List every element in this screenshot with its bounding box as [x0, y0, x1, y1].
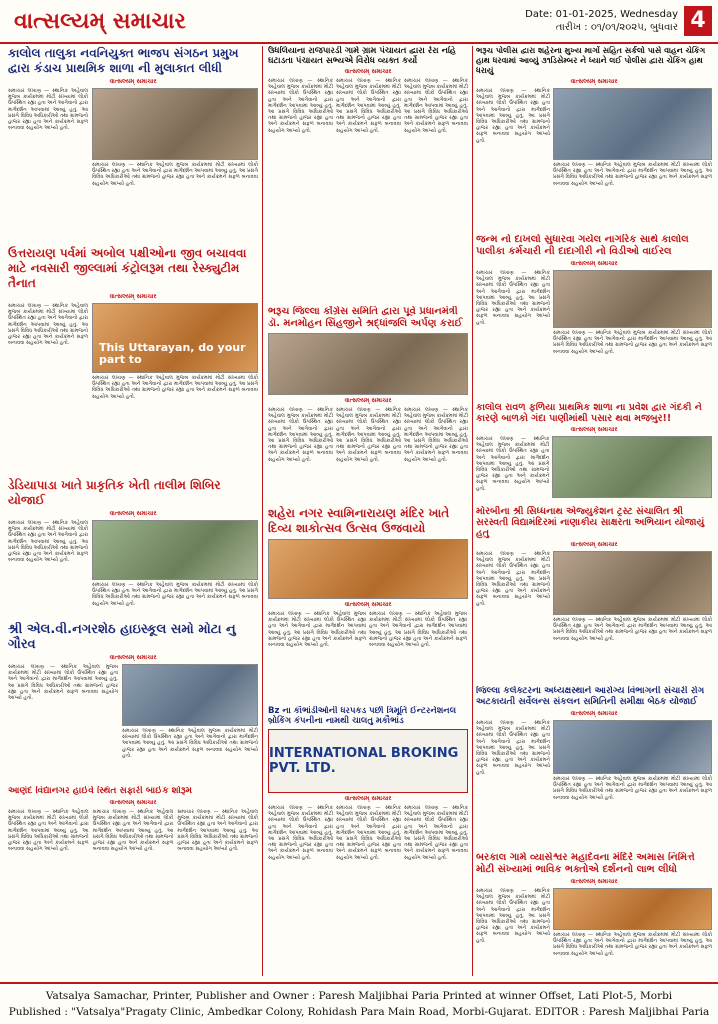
issue-date-english: Date: 01-01-2025, Wednesday — [525, 9, 678, 20]
article-body: સમાચાર લખાણ — સ્થાનિક અહેવાલ મુજબ કાર્યક્રમમાં મોટી સંખ્યામાં લોકો ઉપસ્થિત રહ્યા હતા અને આગેવાનો દ્વારા માર્ગદર્શન આપવામાં આવ્યું હતું. આ પ્રસંગે વિવિધ અધિકારીઓ તથા ગ્રામજનો હાજર રહ્યા હતા અને કાર્યક્રમને સફળ બનાવવા સહયોગ આપ્યો હતો. — [8, 664, 118, 702]
article-body: સમાચાર લખાણ — સ્થાનિક અહેવાલ મુજબ કાર્યક્રમમાં મોટી સંખ્યામાં લોકો ઉપસ્થિત રહ્યા હતા અને આગેવાનો દ્વારા માર્ગદર્શન આપવામાં આવ્યું હતું. આ પ્રસંગે વિવિધ અધિકારીઓ તથા ગ્રામજનો હાજર રહ્યા હતા અને કાર્યક્રમને સફળ બનાવવા સહયોગ આપ્યો હતો. — [553, 162, 712, 187]
article-body: સમાચાર લખાણ — સ્થાનિક અહેવાલ મુજબ કાર્યક્રમમાં મોટી સંખ્યામાં લોકો ઉપસ્થિત રહ્યા હતા અને આગેવાનો દ્વારા માર્ગદર્શન આપવામાં આવ્યું હતું. આ પ્રસંગે વિવિધ અધિકારીઓ તથા ગ્રામજનો હાજર રહ્યા હતા અને કાર્યક્રમને સફળ બનાવવા સહયોગ આપ્યો હતો. — [92, 809, 174, 853]
article-byline: વાત્સલ્યમ્ સમાચાર — [344, 601, 392, 608]
article-body: સમાચાર લખાણ — સ્થાનિક અહેવાલ મુજબ કાર્યક્રમમાં મોટી સંખ્યામાં લોકો ઉપસ્થિત રહ્યા હતા અને આગેવાનો દ્વારા માર્ગદર્શન આપવામાં આવ્યું હતું. આ પ્રસંગે વિવિધ અધિકારીઓ તથા ગ્રામજનો હાજર રહ્યા હતા અને કાર્યક્રમને સફળ બનાવવા સહયોગ આપ્યો હતો. — [476, 88, 550, 144]
article-byline: વાત્સલ્યમ્ સમાચાર — [344, 397, 392, 404]
article-byline: વાત્સલ્યમ્ સમાચાર — [109, 78, 157, 85]
article-photo — [92, 88, 258, 160]
article-body: સમાચાર લખાણ — સ્થાનિક અહેવાલ મુજબ કાર્યક્રમમાં મોટી સંખ્યામાં લોકો ઉપસ્થિત રહ્યા હતા અને આગેવાનો દ્વારા માર્ગદર્શન આપવામાં આવ્યું હતું. આ પ્રસંગે વિવિધ અધિકારીઓ તથા ગ્રામજનો હાજર રહ્યા હતા અને કાર્યક્રમને સફળ બનાવવા સહયોગ આપ્યો હતો. — [476, 436, 550, 492]
article-byline: વાત્સલ્યમ્ સમાચાર — [570, 78, 618, 85]
article-headline: ઉધલિયાના રાજપારડી ગામે ગ્રામ પંચાયત દ્વારા રેરા નહિ ઘટાડતા પંચાયત સભ્યએ વિરોધ વ્યક્ત કર્યો — [268, 46, 456, 66]
article-byline: વાત્સલ્યમ્ સમાચાર — [109, 799, 157, 806]
article-barkal-mahadev-temple — [476, 852, 712, 978]
article-body: સમાચાર લખાણ — સ્થાનિક અહેવાલ મુજબ કાર્યક્રમમાં મોટી સંખ્યામાં લોકો ઉપસ્થિત રહ્યા હતા અને આગેવાનો દ્વારા માર્ગદર્શન આપવામાં આવ્યું હતું. આ પ્રસંગે વિવિધ અધિકારીઓ તથા ગ્રામજનો હાજર રહ્યા હતા અને કાર્યક્રમને સફળ બનાવવા સહયોગ આપ્યો હતો. — [336, 407, 401, 463]
article-body: સમાચાર લખાણ — સ્થાનિક અહેવાલ મુજબ કાર્યક્રમમાં મોટી સંખ્યામાં લોકો ઉપસ્થિત રહ્યા હતા અને આગેવાનો દ્વારા માર્ગદર્શન આપવામાં આવ્યું હતું. આ પ્રસંગે વિવિધ અધિકારીઓ તથા ગ્રામજનો હાજર રહ્યા હતા અને કાર્યક્રમને સફળ બનાવવા સહયોગ આપ્યો હતો. — [92, 582, 258, 607]
article-body: સમાચાર લખાણ — સ્થાનિક અહેવાલ મુજબ કાર્યક્રમમાં મોટી સંખ્યામાં લોકો ઉપસ્થિત રહ્યા હતા અને આગેવાનો દ્વારા માર્ગદર્શન આપવામાં આવ્યું હતું. આ પ્રસંગે વિવિધ અધિકારીઓ તથા ગ્રામજનો હાજર રહ્યા હતા અને કાર્યક્રમને સફળ બનાવવા સહયોગ આપ્યો હતો. — [404, 407, 468, 463]
issue-date — [525, 8, 678, 34]
article-byline: વાત્સલ્યમ્ સમાચાર — [570, 426, 618, 433]
article-headline: ડેડિયાપાડા ખાતે પ્રાકૃતિક ખેતી તાલીમ શિબિર યોજાઈ — [8, 478, 221, 507]
footer-line-publisher: Published : "Vatsalya"Pragaty Clinic, Ambedkar Colony, Rohidash Para Main Road, Morbi-Gujarat. EDITOR : Paresh Maljibhai Paria — [8, 1006, 710, 1018]
column-rule-2 — [472, 46, 473, 976]
article-photo — [553, 720, 712, 774]
article-body: સમાચાર લખાણ — સ્થાનિક અહેવાલ મુજબ કાર્યક્રમમાં મોટી સંખ્યામાં લોકો ઉપસ્થિત રહ્યા હતા અને આગેવાનો દ્વારા માર્ગદર્શન આપવામાં આવ્યું હતું. આ પ્રસંગે વિવિધ અધિકારીઓ તથા ગ્રામજનો હાજર રહ્યા હતા અને કાર્યક્રમને સફળ બનાવવા સહયોગ આપ્યો હતો. — [8, 809, 89, 853]
article-photo — [92, 520, 258, 580]
article-photo — [552, 436, 712, 498]
broking-company-sign — [268, 729, 468, 793]
article-dediyapada-farming — [8, 478, 258, 618]
article-shahera-shakotsav — [268, 506, 468, 702]
article-headline: જન્મ નો દાખલો સુધારવા ગયેલ નાગરિક સાથે કાલોલ પાલીકા કર્મચારી ની દાદાગીરી નો વિડીઓ વાઈરલ — [476, 234, 689, 257]
article-body: સમાચાર લખાણ — સ્થાનિક અહેવાલ મુજબ કાર્યક્રમમાં મોટી સંખ્યામાં લોકો ઉપસ્થિત રહ્યા હતા અને આગેવાનો દ્વારા માર્ગદર્શન આપવામાં આવ્યું હતું. આ પ્રસંગે વિવિધ અધિકારીઓ તથા ગ્રામજનો હાજર રહ્યા હતા અને કાર્યક્રમને સફળ બનાવવા સહયોગ આપ્યો હતો. — [553, 932, 712, 957]
article-headline: ભરૂચ પોલીસ દ્વારા શહેરના મુખ્ય માર્ગો સહિત સર્કલો પાસે વાહન ચેકિંગ હાથ ધરવામાં આવ્યું ૩૧ડિસેમ્બર ને ધ્યાને લઈ પોલીસ દ્વારા ચેકિંગ હાથ ધરાયું — [476, 46, 706, 75]
article-body: સમાચાર લખાણ — સ્થાનિક અહેવાલ મુજબ કાર્યક્રમમાં મોટી સંખ્યામાં લોકો ઉપસ્થિત રહ્યા હતા અને આગેવાનો દ્વારા માર્ગદર્શન આપવામાં આવ્યું હતું. આ પ્રસંગે વિવિધ અધિકારીઓ તથા ગ્રામજનો હાજર રહ્યા હતા અને કાર્યક્રમને સફળ બનાવવા સહયોગ આપ્યો હતો. — [8, 520, 88, 564]
article-body: સમાચાર લખાણ — સ્થાનિક અહેવાલ મુજબ કાર્યક્રમમાં મોટી સંખ્યામાં લોકો ઉપસ્થિત રહ્યા હતા અને આગેવાનો દ્વારા માર્ગદર્શન આપવામાં આવ્યું હતું. આ પ્રસંગે વિવિધ અધિકારીઓ તથા ગ્રામજનો હાજર રહ્યા હતા અને કાર્યક્રમને સફળ બનાવવા સહયોગ આપ્યો હતો. — [553, 617, 712, 642]
article-byline: વાત્સલ્યમ્ સમાચાર — [570, 710, 618, 717]
article-anand-bike-showroom — [8, 786, 258, 978]
article-headline: બરકાલ ગામે વ્યાસેશ્વર મહાદેવના મંદિરે અમાસ નિમિત્તે મોટી સંખ્યામાં ભાવિક ભક્તોએ દર્શનનો લાભ લીધો — [476, 852, 695, 875]
article-body: સમાચાર લખાણ — સ્થાનિક અહેવાલ મુજબ કાર્યક્રમમાં મોટી સંખ્યામાં લોકો ઉપસ્થિત રહ્યા હતા અને આગેવાનો દ્વારા માર્ગદર્શન આપવામાં આવ્યું હતું. આ પ્રસંગે વિવિધ અધિકારીઓ તથા ગ્રામજનો હાજર રહ્યા હતા અને કાર્યક્રમને સફળ બનાવવા સહયોગ આપ્યો હતો. — [92, 375, 258, 400]
article-body: સમાચાર લખાણ — સ્થાનિક અહેવાલ મુજબ કાર્યક્રમમાં મોટી સંખ્યામાં લોકો ઉપસ્થિત રહ્યા હતા અને આગેવાનો દ્વારા માર્ગદર્શન આપવામાં આવ્યું હતું. આ પ્રસંગે વિવિધ અધિકારીઓ તથા ગ્રામજનો હાજર રહ્યા હતા અને કાર્યક્રમને સફળ બનાવવા સહયોગ આપ્યો હતો. — [369, 611, 467, 649]
masthead — [0, 0, 718, 44]
article-body: સમાચાર લખાણ — સ્થાનિક અહેવાલ મુજબ કાર્યક્રમમાં મોટી સંખ્યામાં લોકો ઉપસ્થિત રહ્યા હતા અને આગેવાનો દ્વારા માર્ગદર્શન આપવામાં આવ્યું હતું. આ પ્રસંગે વિવિધ અધિકારીઓ તથા ગ્રામજનો હાજર રહ્યા હતા અને કાર્યક્રમને સફળ બનાવવા સહયોગ આપ્યો હતો. — [336, 78, 401, 134]
article-kalol-birth-certificate — [476, 234, 712, 400]
article-photo — [553, 551, 712, 615]
article-nagarsheth-school — [8, 622, 258, 782]
article-byline: વાત્સલ્યમ્ સમાચાર — [344, 795, 392, 802]
article-saraswati-financial-literacy — [476, 506, 712, 682]
article-headline: મોરબીના શ્રી સિધ્ધનાથ એજ્યુકેશન ટ્રસ્ટ સંચાલિત શ્રી સરસ્વતી વિદ્યામંદિરમાં નાણાકીય સાક્ષરતા અભિયાન યોજાયું હતુ — [476, 506, 705, 539]
article-body: સમાચાર લખાણ — સ્થાનિક અહેવાલ મુજબ કાર્યક્રમમાં મોટી સંખ્યામાં લોકો ઉપસ્થિત રહ્યા હતા અને આગેવાનો દ્વારા માર્ગદર્શન આપવામાં આવ્યું હતું. આ પ્રસંગે વિવિધ અધિકારીઓ તથા ગ્રામજનો હાજર રહ્યા હતા અને કાર્યક્રમને સફળ બનાવવા સહયોગ આપ્યો હતો. — [404, 805, 468, 861]
article-body: સમાચાર લખાણ — સ્થાનિક અહેવાલ મુજબ કાર્યક્રમમાં મોટી સંખ્યામાં લોકો ઉપસ્થિત રહ્યા હતા અને આગેવાનો દ્વારા માર્ગદર્શન આપવામાં આવ્યું હતું. આ પ્રસંગે વિવિધ અધિકારીઓ તથા ગ્રામજનો હાજર રહ્યા હતા અને કાર્યક્રમને સફળ બનાવવા સહયોગ આપ્યો હતો. — [122, 728, 258, 759]
newspaper-title: વાત્સલ્યમ્ સમાચાર — [14, 8, 186, 34]
article-kalol-school-visit — [8, 46, 258, 244]
article-body: સમાચાર લખાણ — સ્થાનિક અહેવાલ મુજબ કાર્યક્રમમાં મોટી સંખ્યામાં લોકો ઉપસ્થિત રહ્યા હતા અને આગેવાનો દ્વારા માર્ગદર્શન આપવામાં આવ્યું હતું. આ પ્રસંગે વિવિધ અધિકારીઓ તથા ગ્રામજનો હાજર રહ્યા હતા અને કાર્યક્રમને સફળ બનાવવા સહયોગ આપ્યો હતો. — [404, 78, 468, 134]
article-body: સમાચાર લખાણ — સ્થાનિક અહેવાલ મુજબ કાર્યક્રમમાં મોટી સંખ્યામાં લોકો ઉપસ્થિત રહ્યા હતા અને આગેવાનો દ્વારા માર્ગદર્શન આપવામાં આવ્યું હતું. આ પ્રસંગે વિવિધ અધિકારીઓ તથા ગ્રામજનો હાજર રહ્યા હતા અને કાર્યક્રમને સફળ બનાવવા સહયોગ આપ્યો હતો. — [476, 720, 550, 776]
article-kalol-school-filth — [476, 402, 712, 502]
article-photo — [268, 539, 468, 599]
article-body: સમાચાર લખાણ — સ્થાનિક અહેવાલ મુજબ કાર્યક્રમમાં મોટી સંખ્યામાં લોકો ઉપસ્થિત રહ્યા હતા અને આગેવાનો દ્વારા માર્ગદર્શન આપવામાં આવ્યું હતું. આ પ્રસંગે વિવિધ અધિકારીઓ તથા ગ્રામજનો હાજર રહ્યા હતા અને કાર્યક્રમને સફળ બનાવવા સહયોગ આપ્યો હતો. — [336, 805, 401, 861]
article-byline: વાત્સલ્યમ્ સમાચાર — [109, 654, 157, 661]
article-byline: વાત્સલ્યમ્ સમાચાર — [570, 260, 618, 267]
article-body: સમાચાર લખાણ — સ્થાનિક અહેવાલ મુજબ કાર્યક્રમમાં મોટી સંખ્યામાં લોકો ઉપસ્થિત રહ્યા હતા અને આગેવાનો દ્વારા માર્ગદર્શન આપવામાં આવ્યું હતું. આ પ્રસંગે વિવિધ અધિકારીઓ તથા ગ્રામજનો હાજર રહ્યા હતા અને કાર્યક્રમને સફળ બનાવવા સહયોગ આપ્યો હતો. — [268, 611, 366, 649]
article-photo — [553, 270, 712, 328]
article-body: સમાચાર લખાણ — સ્થાનિક અહેવાલ મુજબ કાર્યક્રમમાં મોટી સંખ્યામાં લોકો ઉપસ્થિત રહ્યા હતા અને આગેવાનો દ્વારા માર્ગદર્શન આપવામાં આવ્યું હતું. આ પ્રસંગે વિવિધ અધિકારીઓ તથા ગ્રામજનો હાજર રહ્યા હતા અને કાર્યક્રમને સફળ બનાવવા સહયોગ આપ્યો હતો. — [92, 162, 258, 187]
article-headline: જિલ્લા કલેક્ટરના અધ્યક્ષસ્થાને આરોગ્ય વિભાગની સંચારી રોગ અટકાયતી સર્વેલન્સ સંકલન સમિતિની સમીક્ષા બેઠક યોજાઈ — [476, 686, 705, 707]
article-body: સમાચાર લખાણ — સ્થાનિક અહેવાલ મુજબ કાર્યક્રમમાં મોટી સંખ્યામાં લોકો ઉપસ્થિત રહ્યા હતા અને આગેવાનો દ્વારા માર્ગદર્શન આપવામાં આવ્યું હતું. આ પ્રસંગે વિવિધ અધિકારીઓ તથા ગ્રામજનો હાજર રહ્યા હતા અને કાર્યક્રમને સફળ બનાવવા સહયોગ આપ્યો હતો. — [177, 809, 258, 853]
article-body: સમાચાર લખાણ — સ્થાનિક અહેવાલ મુજબ કાર્યક્રમમાં મોટી સંખ્યામાં લોકો ઉપસ્થિત રહ્યા હતા અને આગેવાનો દ્વારા માર્ગદર્શન આપવામાં આવ્યું હતું. આ પ્રસંગે વિવિધ અધિકારીઓ તથા ગ્રામજનો હાજર રહ્યા હતા અને કાર્યક્રમને સફળ બનાવવા સહયોગ આપ્યો હતો. — [553, 330, 712, 355]
article-headline: ભરૂચ જિલ્લા કોંગ્રેસ સમિતિ દ્વારા પૂર્વ પ્રધાનમંત્રી ડૉ. મનમોહન સિંહજીને શ્રદ્ધાંજલિ અર્પણ કરાઈ — [268, 306, 463, 329]
article-bz-scam-broking — [268, 706, 468, 978]
article-body: સમાચાર લખાણ — સ્થાનિક અહેવાલ મુજબ કાર્યક્રમમાં મોટી સંખ્યામાં લોકો ઉપસ્થિત રહ્યા હતા અને આગેવાનો દ્વારા માર્ગદર્શન આપવામાં આવ્યું હતું. આ પ્રસંગે વિવિધ અધિકારીઓ તથા ગ્રામજનો હાજર રહ્યા હતા અને કાર્યક્રમને સફળ બનાવવા સહયોગ આપ્યો હતો. — [476, 551, 550, 607]
broking-sign-text: INTERNATIONAL BROKING PVT. LTD. — [269, 746, 459, 776]
article-byline: વાત્સલ્યમ્ સમાચાર — [570, 878, 618, 885]
article-bharuch-vehicle-checking — [476, 46, 712, 232]
article-headline: કાલોલ તાલુકા નવનિયુક્ત ભાજપ સંગઠન પ્રમુખ દ્વારા કંડાચ પ્રાથમિક શાળા ની મુલાકાત લીધી — [8, 46, 239, 75]
page-number: 4 — [684, 6, 712, 36]
article-manmohan-tribute — [268, 306, 468, 502]
article-body: સમાચાર લખાણ — સ્થાનિક અહેવાલ મુજબ કાર્યક્રમમાં મોટી સંખ્યામાં લોકો ઉપસ્થિત રહ્યા હતા અને આગેવાનો દ્વારા માર્ગદર્શન આપવામાં આવ્યું હતું. આ પ્રસંગે વિવિધ અધિકારીઓ તથા ગ્રામજનો હાજર રહ્યા હતા અને કાર્યક્રમને સફળ બનાવવા સહયોગ આપ્યો હતો. — [268, 78, 333, 134]
article-photo — [268, 333, 468, 395]
article-photo — [122, 664, 258, 726]
column-rule-1 — [262, 46, 263, 976]
article-byline: વાત્સલ્યમ્ સમાચાર — [570, 541, 618, 548]
article-byline: વાત્સલ્યમ્ સમાચાર — [109, 510, 157, 517]
article-body: સમાચાર લખાણ — સ્થાનિક અહેવાલ મુજબ કાર્યક્રમમાં મોટી સંખ્યામાં લોકો ઉપસ્થિત રહ્યા હતા અને આગેવાનો દ્વારા માર્ગદર્શન આપવામાં આવ્યું હતું. આ પ્રસંગે વિવિધ અધિકારીઓ તથા ગ્રામજનો હાજર રહ્યા હતા અને કાર્યક્રમને સફળ બનાવવા સહયોગ આપ્યો હતો. — [553, 776, 712, 801]
article-headline: ઉત્તરાયણ પર્વમાં અબોલ પક્ષીઓના જીવ બચાવવા માટે નવસારી જીલ્લામાં કંટ્રોલરૂમ તથા રેસ્ક્યુટીમ તૈનાત — [8, 246, 247, 290]
poster-caption: This Uttarayan, do your part to — [99, 341, 246, 366]
article-body: સમાચાર લખાણ — સ્થાનિક અહેવાલ મુજબ કાર્યક્રમમાં મોટી સંખ્યામાં લોકો ઉપસ્થિત રહ્યા હતા અને આગેવાનો દ્વારા માર્ગદર્શન આપવામાં આવ્યું હતું. આ પ્રસંગે વિવિધ અધિકારીઓ તથા ગ્રામજનો હાજર રહ્યા હતા અને કાર્યક્રમને સફળ બનાવવા સહયોગ આપ્યો હતો. — [8, 88, 88, 132]
article-photo — [553, 88, 712, 160]
article-headline: શ્રી એલ.વી.નગરશેઠ હાઇસ્કૂલ સમો મોટા નુ ગૌરવ — [8, 622, 236, 652]
article-byline: વાત્સલ્યમ્ સમાચાર — [344, 68, 392, 75]
article-uttarayan-bird-rescue — [8, 246, 258, 474]
article-headline: આણંદ વિદ્યાનગર હાઈવે સ્થિત સફારી બાઈક શોરૂમ — [8, 786, 193, 796]
uttarayan-poster-image — [92, 303, 258, 373]
article-headline: Bz ના કૌભાંડીઓની ધરપકડ પછી ત્રિમૂર્તિ ઈન્ટરનેશનલ બ્રોકિંગ કંપનીના નામથી ચાલતુ મકૌભાંડ — [268, 706, 457, 726]
article-body: સમાચાર લખાણ — સ્થાનિક અહેવાલ મુજબ કાર્યક્રમમાં મોટી સંખ્યામાં લોકો ઉપસ્થિત રહ્યા હતા અને આગેવાનો દ્વારા માર્ગદર્શન આપવામાં આવ્યું હતું. આ પ્રસંગે વિવિધ અધિકારીઓ તથા ગ્રામજનો હાજર રહ્યા હતા અને કાર્યક્રમને સફળ બનાવવા સહયોગ આપ્યો હતો. — [476, 270, 550, 326]
article-photo — [553, 888, 712, 930]
footer-line-printer: Vatsalya Samachar, Printer, Publisher and Owner : Paresh Maljibhai Paria Printed at winner Offset, Lati Plot-5, Morbi — [45, 990, 673, 1002]
article-body: સમાચાર લખાણ — સ્થાનિક અહેવાલ મુજબ કાર્યક્રમમાં મોટી સંખ્યામાં લોકો ઉપસ્થિત રહ્યા હતા અને આગેવાનો દ્વારા માર્ગદર્શન આપવામાં આવ્યું હતું. આ પ્રસંગે વિવિધ અધિકારીઓ તથા ગ્રામજનો હાજર રહ્યા હતા અને કાર્યક્રમને સફળ બનાવવા સહયોગ આપ્યો હતો. — [268, 805, 333, 861]
article-body: સમાચાર લખાણ — સ્થાનિક અહેવાલ મુજબ કાર્યક્રમમાં મોટી સંખ્યામાં લોકો ઉપસ્થિત રહ્યા હતા અને આગેવાનો દ્વારા માર્ગદર્શન આપવામાં આવ્યું હતું. આ પ્રસંગે વિવિધ અધિકારીઓ તથા ગ્રામજનો હાજર રહ્યા હતા અને કાર્યક્રમને સફળ બનાવવા સહયોગ આપ્યો હતો. — [476, 888, 550, 944]
article-headline: કાલોલ રાવળ ફળિયા પ્રાથમિક શાળા ના પ્રવેશ દ્વાર ગંદકી ને કારણે બાળકો ગંદા પાણીમાંથી પસાર થવા મજબુર!! — [476, 402, 702, 424]
article-body: સમાચાર લખાણ — સ્થાનિક અહેવાલ મુજબ કાર્યક્રમમાં મોટી સંખ્યામાં લોકો ઉપસ્થિત રહ્યા હતા અને આગેવાનો દ્વારા માર્ગદર્શન આપવામાં આવ્યું હતું. આ પ્રસંગે વિવિધ અધિકારીઓ તથા ગ્રામજનો હાજર રહ્યા હતા અને કાર્યક્રમને સફળ બનાવવા સહયોગ આપ્યો હતો. — [268, 407, 333, 463]
article-body: સમાચાર લખાણ — સ્થાનિક અહેવાલ મુજબ કાર્યક્રમમાં મોટી સંખ્યામાં લોકો ઉપસ્થિત રહ્યા હતા અને આગેવાનો દ્વારા માર્ગદર્શન આપવામાં આવ્યું હતું. આ પ્રસંગે વિવિધ અધિકારીઓ તથા ગ્રામજનો હાજર રહ્યા હતા અને કાર્યક્રમને સફળ બનાવવા સહયોગ આપ્યો હતો. — [8, 303, 88, 347]
article-collector-health-meeting — [476, 686, 712, 850]
publisher-footer — [0, 982, 718, 1024]
article-headline: શહેરા નગર સ્વામિનારાયણ મંદિર ખાતે દિવ્ય શાકોત્સવ ઉત્સવ ઉજવાયો — [268, 506, 450, 535]
article-byline: વાત્સલ્યમ્ સમાચાર — [109, 293, 157, 300]
issue-date-gujarati: તારીખ : ૦૧/૦૧/૨૦૨૫, બુધવાર — [555, 22, 678, 33]
article-rajpardi-panchayat — [268, 46, 468, 304]
